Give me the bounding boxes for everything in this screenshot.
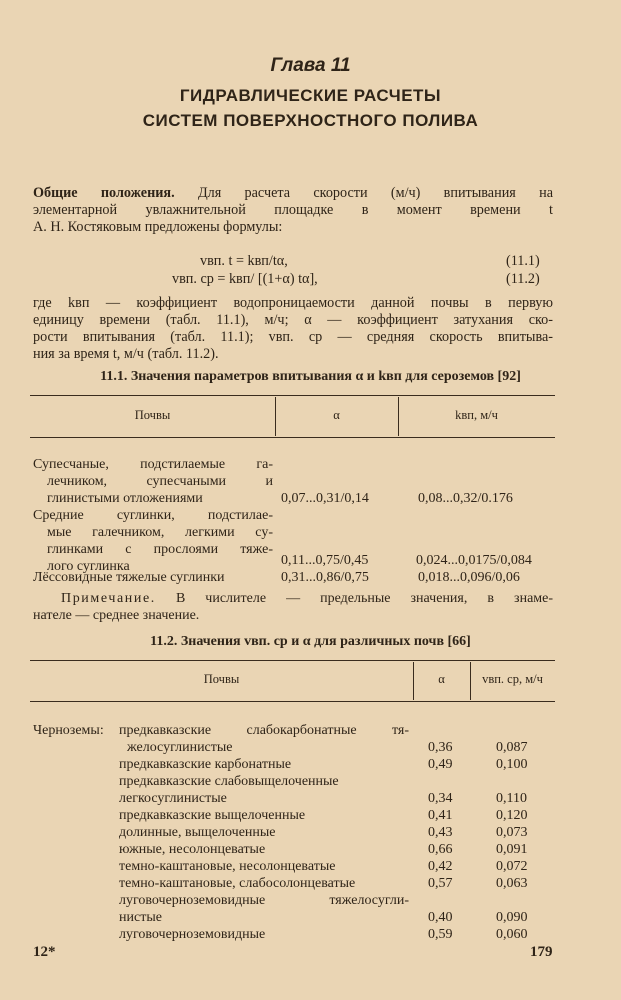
table-11-2-soil-cell: луговочерноземовидные тяжелосугли- нистые <box>119 893 409 925</box>
table-11-2-v-cell: 0,100 <box>496 757 528 772</box>
table-11-2-group-label: Черноземы: <box>33 723 104 738</box>
table-11-2-v-cell: 0,073 <box>496 825 528 840</box>
table-11-1-note <box>33 590 553 624</box>
chapter-title-line-1: ГИДРАВЛИЧЕСКИЕ РАСЧЕТЫ <box>179 86 442 105</box>
table-11-2-alpha-cell: 0,36 <box>428 740 453 755</box>
table-11-2-soil-cell: долинные, выщелоченные <box>119 825 276 840</box>
intro-text: Для расчета скорости (м/ч) впитывания на <box>197 185 554 201</box>
table-11-2-alpha-cell: 0,57 <box>428 876 453 891</box>
table-11-2-alpha-cell: 0,49 <box>428 757 453 772</box>
table-11-2-alpha-cell: 0,66 <box>428 842 453 857</box>
table-11-2-alpha-cell: 0,34 <box>428 791 453 806</box>
table-11-2-alpha-cell: 0,42 <box>428 859 453 874</box>
table-11-1-k-cell: 0,024...0,0175/0,084 <box>416 553 532 568</box>
table-11-2-alpha-cell: 0,41 <box>428 808 453 823</box>
chapter-heading: Глава 11 <box>270 55 351 76</box>
definition-line: где kвп — коэффициент водопроницаемости данной почвы в первую <box>33 295 553 311</box>
table-11-1-title: 11.1. Значения параметров впитывания α и kвп для сероземов [92] <box>100 369 521 384</box>
table-11-1-alpha-cell: 0,31...0,86/0,75 <box>281 570 369 585</box>
table-11-1-top-rule <box>30 395 555 396</box>
table-11-2-v-cell: 0,060 <box>496 927 528 942</box>
intro-paragraph <box>33 185 553 236</box>
intro-lead: Общие положения. <box>33 185 175 201</box>
table-11-2-soil-cell: темно-каштановые, несолонцеватые <box>119 859 336 874</box>
formula-number-11-1: (11.1) <box>506 253 540 269</box>
table-11-1-alpha-cell: 0,11...0,75/0,45 <box>281 553 369 568</box>
note-label: Примечание. <box>61 591 156 606</box>
table-11-2-v-cell: 0,120 <box>496 808 528 823</box>
table-11-2-v-cell: 0,063 <box>496 876 528 891</box>
table-11-2-v-cell: 0,072 <box>496 859 528 874</box>
table-11-2-title: 11.2. Значения vвп. ср и α для различных почв [66] <box>150 634 471 649</box>
table-11-2-alpha-cell: 0,59 <box>428 927 453 942</box>
table-11-1-k-cell: 0,018...0,096/0,06 <box>418 570 520 585</box>
table-11-2-header-alpha: α <box>438 672 445 686</box>
table-11-2-header-v: vвп. ср, м/ч <box>482 672 543 686</box>
table-11-2-header-soil: Почвы <box>203 672 240 686</box>
table-11-1-header-soil: Почвы <box>134 408 171 422</box>
formula-number-11-2: (11.2) <box>506 271 540 287</box>
chapter-title-line-2: СИСТЕМ ПОВЕРХНОСТНОГО ПОЛИВА <box>142 111 479 130</box>
table-11-1-header-k: kвп, м/ч <box>455 408 498 422</box>
table-11-2-alpha-cell: 0,40 <box>428 910 453 925</box>
table-11-1-header-rule <box>30 437 555 438</box>
table-11-2-v-cell: 0,087 <box>496 740 528 755</box>
table-11-2-soil-cell: луговочерноземовидные <box>119 927 266 942</box>
intro-line: А. Н. Костяковым предложены формулы: <box>33 219 283 235</box>
note-text: нателе — среднее значение. <box>33 608 200 623</box>
table-11-2-alpha-cell: 0,43 <box>428 825 453 840</box>
page-number: 179 <box>530 944 553 960</box>
table-11-2-soil-cell: предкавказские выщелоченные <box>119 808 306 823</box>
formula-11-1: vвп. t = kвп/tα, <box>200 253 288 269</box>
formula-11-2: vвп. ср = kвп/ [(1+α) tα], <box>172 271 318 287</box>
table-11-2-v-cell: 0,110 <box>496 791 527 806</box>
table-11-1-k-cell: 0,08...0,32/0.176 <box>418 491 513 506</box>
signature-mark: 12* <box>33 944 56 960</box>
definition-line: ния за время t, м/ч (табл. 11.2). <box>33 346 219 362</box>
intro-line <box>33 185 553 202</box>
table-11-1-header-alpha: α <box>333 408 340 422</box>
table-11-2-v-cell: 0,091 <box>496 842 528 857</box>
table-11-2-soil-cell: предкавказские слабокарбонатные тя- желосуглинистые <box>119 723 409 755</box>
table-11-1-alpha-cell: 0,07...0,31/0,14 <box>281 491 369 506</box>
definition-line: рости впитывания (табл. 11.1); vвп. ср — средняя скорость впитыва- <box>33 329 553 345</box>
definitions-paragraph <box>33 295 553 363</box>
table-11-2-soil-cell: предкавказские слабовыщелоченные легкосуглинистые <box>119 774 339 806</box>
table-11-2-soil-cell: предкавказские карбонатные <box>119 757 292 772</box>
table-11-2-soil-cell: темно-каштановые, слабосолонцеватые <box>119 876 356 891</box>
table-11-2-v-cell: 0,090 <box>496 910 528 925</box>
definition-line: единицу времени (табл. 11.1), м/ч; α — коэффициент затухания ско- <box>33 312 553 328</box>
table-11-1-soil-cell: Супесчаные, подстилаемые га- лечником, супесчаными и глинистыми отложениями <box>33 457 273 506</box>
intro-line: элементарной увлажнительной площадке в момент времени t <box>33 202 553 218</box>
table-11-1-soil-cell: Средние суглинки, подстилае- мые галечником, легкими су- глинками с прослоями тяже- лого суглинка <box>33 508 273 574</box>
table-11-2-top-rule <box>30 660 555 661</box>
table-11-2-soil-cell: южные, несолонцеватые <box>119 842 266 857</box>
table-11-2-header-rule <box>30 701 555 702</box>
note-text: В числителе — предельные значения, в знаме- <box>175 591 554 606</box>
table-11-1-soil-cell: Лёссовидные тяжелые суглинки <box>33 570 225 585</box>
